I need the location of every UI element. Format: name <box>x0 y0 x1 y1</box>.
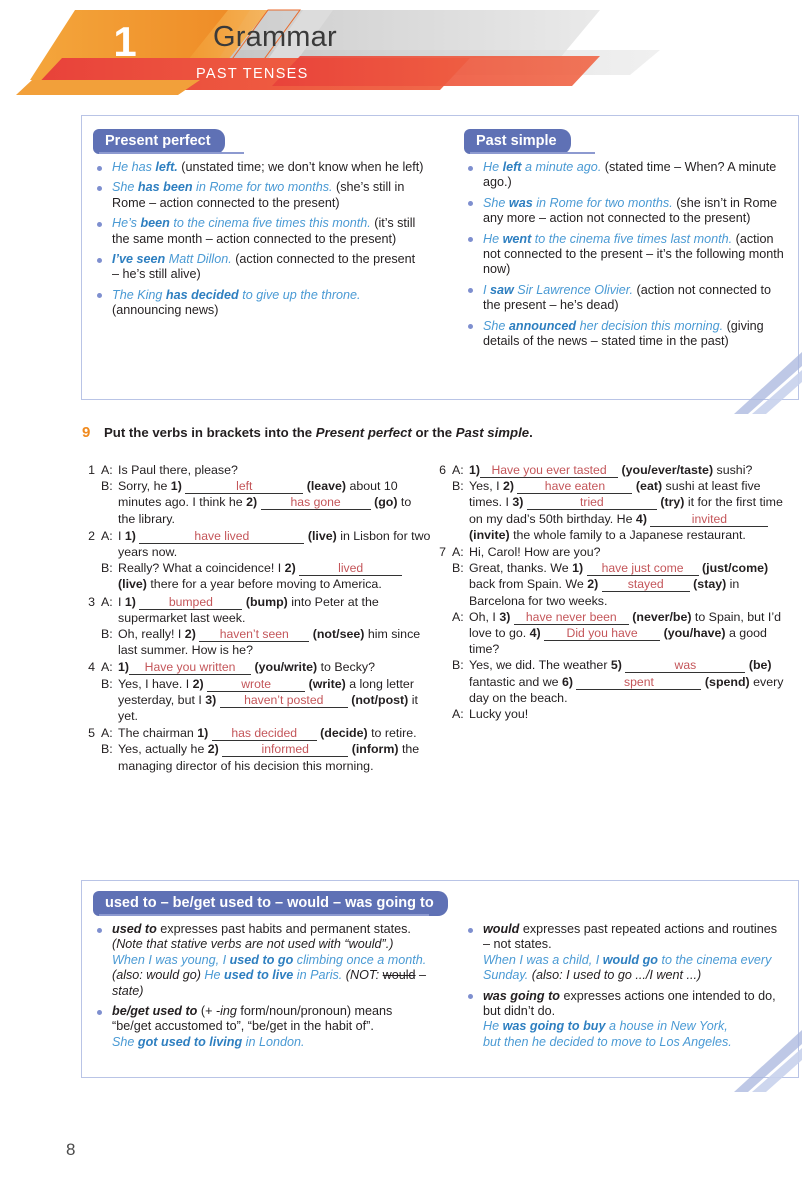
text-run: 1) <box>124 528 136 543</box>
speaker-label: A: <box>452 545 464 560</box>
exercise-item-number: 7 <box>439 545 446 560</box>
exercise-item-body <box>101 528 431 593</box>
text-run: him since last summer. How is he? <box>118 627 421 658</box>
text-run: 1) <box>197 726 209 741</box>
text-run: left <box>502 160 522 174</box>
text-run: left. <box>155 160 178 174</box>
dialogue-line <box>452 609 784 658</box>
text-run: Matt Dillon. <box>165 252 232 267</box>
text-run: or the <box>411 425 456 440</box>
dialogue-line <box>452 462 784 478</box>
text-run: The King <box>112 287 166 302</box>
text-run: He <box>204 968 225 983</box>
speaker-label: A: <box>101 726 113 741</box>
text-run: 6) <box>561 674 574 689</box>
text-run: (stated time – When? A minute ago.) <box>483 160 777 190</box>
exercise-item-body <box>101 462 431 527</box>
text-run: (also: would go) <box>112 968 205 983</box>
dialogue-line <box>101 676 431 725</box>
text-run: to Becky? <box>317 660 375 675</box>
text-run: He <box>483 231 503 246</box>
text-run: (not/post) <box>351 692 409 707</box>
text-run: 2) <box>502 479 515 494</box>
text-run: (you/have) <box>663 626 726 641</box>
bullet-item <box>95 180 425 211</box>
text-run: 2) <box>246 495 258 510</box>
text-run: (eat) <box>635 479 663 494</box>
tab-used-to: used to – be/get used to – would – was going to <box>93 891 448 916</box>
text-run: (write) <box>308 676 346 691</box>
exercise-item-body <box>452 462 784 543</box>
answer-blank[interactable]: Did you have <box>544 626 660 641</box>
exercise-item-body <box>101 594 431 659</box>
answer-blank[interactable]: Have you written <box>129 660 251 675</box>
text-run: Yes, actually he <box>118 742 208 757</box>
text-run: to the cinema five times this month. <box>169 216 371 231</box>
text-run: (bump) <box>245 594 288 609</box>
text-run: (just/come) <box>702 561 769 576</box>
text-run: The chairman <box>118 726 198 741</box>
text-run: has decided <box>165 287 239 302</box>
text-run: used to go <box>229 952 294 967</box>
text-run: (invite) <box>469 527 510 542</box>
text-run: to give up the throne. <box>238 287 361 302</box>
text-run: – state) <box>112 968 427 998</box>
answer-blank[interactable]: tried <box>527 495 657 510</box>
exercise-item <box>81 462 431 527</box>
exercise-instruction <box>104 425 533 440</box>
bullet-item <box>466 232 786 278</box>
text-run: it yet. <box>118 692 418 724</box>
text-run: When I was young, I <box>112 952 230 967</box>
text-run: 1) <box>572 561 584 576</box>
text-run: has been <box>137 180 193 195</box>
exercise-item-number: 4 <box>88 660 95 675</box>
text-run: (try) <box>660 495 685 510</box>
speaker-label: A: <box>101 594 113 609</box>
text-run: (live) <box>118 577 147 592</box>
text-run: (it’s still the same month – action connected to the present) <box>112 216 416 246</box>
text-run: 4) <box>635 511 647 526</box>
answer-blank[interactable]: have just come <box>587 561 699 576</box>
text-run: I <box>118 594 125 609</box>
exercise-right-column <box>432 462 784 723</box>
text-run: I <box>118 528 125 543</box>
text-run: 2) <box>192 676 204 691</box>
text-run: would go <box>602 952 658 967</box>
text-run: (decide) <box>320 726 368 741</box>
dialogue-line <box>452 478 784 543</box>
bullet-item <box>466 160 786 191</box>
text-run: would <box>382 968 416 983</box>
dialogue-line <box>101 528 431 560</box>
text-run: Really? What a coincidence! I <box>118 561 285 576</box>
banner-subtitle: PAST TENSES <box>196 66 309 82</box>
dialogue-line <box>452 706 784 722</box>
text-run: 1) <box>469 463 481 477</box>
speaker-label: A: <box>101 660 113 675</box>
text-run: (leave) <box>306 479 346 494</box>
text-run: 1) <box>124 594 136 609</box>
text-run: Oh, I <box>469 609 500 624</box>
text-run: expresses actions one intended to do, but didn’t do. <box>483 988 776 1019</box>
dialogue-line <box>101 626 431 658</box>
text-run: (giving details of the news – stated time in the past) <box>483 318 764 349</box>
exercise-number: 9 <box>82 424 91 441</box>
text-run: (stay) <box>693 577 727 592</box>
dialogue-line <box>101 478 431 527</box>
bullet-item <box>466 319 786 350</box>
answer-blank[interactable]: left <box>185 479 303 494</box>
text-run: Sorry, he <box>118 479 171 494</box>
speaker-label: A: <box>101 463 113 477</box>
text-run: She <box>112 180 138 195</box>
text-run: was going to <box>483 988 560 1003</box>
text-run: would <box>483 922 520 936</box>
text-run: to retire. <box>367 726 417 741</box>
text-run: He has <box>112 160 156 174</box>
answer-blank[interactable]: wrote <box>207 677 305 692</box>
text-run: Past simple <box>455 425 530 440</box>
text-run: I <box>483 282 490 297</box>
speaker-label: B: <box>452 479 464 494</box>
exercise-item <box>432 544 784 722</box>
text-run: into Peter at the supermarket last week. <box>118 594 379 625</box>
text-run: to the cinema five times last month. <box>531 231 733 246</box>
text-run: used to live <box>224 968 294 983</box>
text-run: (inform) <box>351 742 399 757</box>
text-run: in Rome for two months. <box>192 180 333 195</box>
speaker-label: A: <box>452 609 464 624</box>
speaker-label: B: <box>101 479 113 494</box>
text-run: (Note that stative verbs are not used with “would”.) <box>112 937 394 952</box>
answer-blank[interactable]: bumped <box>139 595 242 610</box>
text-run: Sir Lawrence Olivier. <box>513 282 634 297</box>
text-run: (NOT: <box>342 968 383 983</box>
text-run: was <box>508 195 533 210</box>
usedto-left-list <box>95 922 435 1055</box>
text-run: (you/write) <box>254 660 318 675</box>
text-run: in Lisbon for two years now. <box>118 528 431 560</box>
text-run: it for the first time on my dad’s 50th birthday. He <box>469 495 783 526</box>
text-run: a good time? <box>469 626 767 657</box>
dialogue-line <box>101 725 431 741</box>
text-run: used to <box>112 922 157 936</box>
exercise-item-number: 5 <box>88 726 95 741</box>
text-run: He <box>483 1019 503 1034</box>
text-run: about 10 minutes ago. I think he <box>118 479 398 510</box>
answer-blank[interactable]: was <box>625 658 745 673</box>
text-run: 2) <box>284 561 296 576</box>
text-run: She <box>483 318 509 333</box>
text-run: saw <box>490 282 514 297</box>
text-run: expresses past repeated actions and routines – not states. <box>483 922 778 952</box>
bullet-item <box>466 922 786 984</box>
answer-blank[interactable]: Have you ever tasted <box>480 463 618 478</box>
answer-blank[interactable]: haven’t seen <box>199 627 309 642</box>
text-run: When I was a child, I <box>483 952 603 967</box>
speaker-label: B: <box>101 627 113 642</box>
text-run: back from Spain. We <box>469 577 588 592</box>
past-simple-list <box>466 160 786 354</box>
exercise-item-body <box>101 725 431 774</box>
text-run: (spend) <box>704 674 750 689</box>
text-run: there for a year before moving to America. <box>146 577 382 592</box>
dialogue-line <box>101 560 431 592</box>
text-run: sushi? <box>713 463 753 477</box>
dialogue-line <box>101 462 431 478</box>
dialogue-line <box>101 594 431 626</box>
text-run: 1) <box>118 660 130 675</box>
exercise-item <box>81 725 431 774</box>
text-run: Yes, I have. I <box>118 676 193 691</box>
exercise-item-number: 6 <box>439 463 446 477</box>
answer-blank[interactable]: stayed <box>602 577 690 592</box>
text-run: Present perfect <box>315 425 412 440</box>
text-run: announced <box>508 318 577 333</box>
text-run: (unstated time; we don’t know when he left) <box>177 160 424 174</box>
text-run: a house in New York, <box>605 1019 728 1034</box>
text-run: . <box>529 425 533 440</box>
text-run: Oh, really! I <box>118 627 185 642</box>
text-run: I’ve seen <box>112 252 166 267</box>
unit-number: 1 <box>113 18 137 65</box>
dialogue-line <box>452 560 784 609</box>
speaker-label: A: <box>101 528 113 543</box>
text-run: in Rome for two months. <box>532 195 673 210</box>
answer-blank[interactable]: invited <box>650 512 768 527</box>
text-run: expresses past habits and permanent states. <box>156 922 411 936</box>
usedto-right-list <box>466 922 786 1055</box>
text-run: (not/see) <box>312 627 365 642</box>
text-run: in Paris. <box>293 968 343 983</box>
bullet-item <box>466 989 786 1051</box>
text-run: Great, thanks. We <box>469 561 573 576</box>
exercise-item <box>432 462 784 543</box>
text-run: (be) <box>748 658 772 673</box>
text-run: a long letter yesterday, but I <box>118 676 414 707</box>
bullet-item <box>466 283 786 314</box>
speaker-label: B: <box>101 561 113 576</box>
speaker-label: B: <box>101 742 113 757</box>
exercise-item <box>81 528 431 593</box>
text-run: in London. <box>242 1034 305 1049</box>
text-run: (action not connected to the present – it’s the following month now) <box>483 231 784 277</box>
text-run: (also: I used to go .../I went ...) <box>528 968 702 983</box>
speaker-label: B: <box>452 561 464 576</box>
text-run: was going to buy <box>502 1019 606 1034</box>
bullet-item <box>95 160 425 175</box>
speaker-label: A: <box>452 707 464 722</box>
text-run: fantastic and we <box>469 674 562 689</box>
dialogue-line <box>452 544 784 560</box>
answer-blank[interactable]: have eaten <box>517 479 632 494</box>
text-run: Yes, we did. The weather <box>469 658 611 673</box>
text-run: -ing <box>215 1004 237 1019</box>
text-run: She <box>112 1034 138 1049</box>
text-run: been <box>140 216 170 231</box>
text-run: (action not connected to the present – he’s dead) <box>483 282 771 313</box>
speaker-label: A: <box>452 463 464 477</box>
text-run: got used to living <box>137 1034 243 1049</box>
text-run: (action connected to the present – he’s still alive) <box>112 252 416 282</box>
tab-present-perfect: Present perfect <box>93 129 225 154</box>
tab-used-to-underline <box>99 914 429 916</box>
text-run: sushi at least five times. I <box>469 479 761 510</box>
text-run: her decision this morning. <box>576 318 724 333</box>
bullet-item <box>95 216 425 247</box>
text-run: went <box>502 231 532 246</box>
dialogue-line <box>452 657 784 706</box>
dialogue-line <box>101 741 431 773</box>
text-run: 3) <box>205 692 217 707</box>
bullet-item <box>95 1004 435 1050</box>
text-run: (she isn’t in Rome any more – action not connected to the present) <box>483 195 778 226</box>
answer-blank[interactable]: has decided <box>212 726 317 741</box>
text-run: (go) <box>374 495 398 510</box>
text-run: form/noun/pronoun) means “be/get accustomed to”, “be/get in the habit of”. <box>112 1004 393 1034</box>
exercise-item-body <box>101 659 431 724</box>
tab-present-perfect-underline <box>99 152 244 154</box>
text-run: He <box>483 160 503 174</box>
text-run: (never/be) <box>632 609 692 624</box>
text-run: climbing once a month. <box>293 952 427 967</box>
page-number: 8 <box>66 1140 76 1159</box>
text-run: the whole family to a Japanese restaurant. <box>509 527 746 542</box>
exercise-item-number: 2 <box>88 528 95 543</box>
tab-past-simple-underline <box>470 152 595 154</box>
text-run: Lucky you! <box>469 707 529 722</box>
text-run: 1) <box>170 479 182 494</box>
text-run: 3) <box>499 609 511 624</box>
text-run: 2) <box>587 577 599 592</box>
text-run: be/get used to <box>112 1004 198 1019</box>
text-run: every day on the beach. <box>469 674 784 705</box>
text-run: He’s <box>112 216 141 231</box>
dialogue-line <box>101 659 431 675</box>
text-run: (live) <box>307 528 337 543</box>
speaker-label: B: <box>101 676 113 691</box>
text-run: Yes, I <box>469 479 503 494</box>
tab-past-simple: Past simple <box>464 129 571 154</box>
text-run: Put the verbs in brackets into the <box>104 425 316 440</box>
text-run: 3) <box>512 495 524 510</box>
text-run: in Barcelona for two weeks. <box>469 577 740 608</box>
answer-blank[interactable]: spent <box>576 675 701 690</box>
present-perfect-list <box>95 160 425 324</box>
answer-blank[interactable]: lived <box>299 561 402 576</box>
text-run: but then he decided to move to Los Angeles. <box>483 1034 732 1049</box>
exercise-left-column <box>81 462 431 775</box>
text-run: Hi, Carol! How are you? <box>469 545 601 560</box>
text-run: 4) <box>529 626 541 641</box>
exercise-item <box>81 659 431 724</box>
exercise-item-number: 3 <box>88 594 95 609</box>
text-run: to the cinema every Sunday. <box>483 952 772 983</box>
text-run: (announcing news) <box>112 303 219 318</box>
answer-blank[interactable]: informed <box>222 742 348 757</box>
banner-title: Grammar <box>213 21 337 53</box>
text-run: to Spain, but I’d love to go. <box>469 609 782 641</box>
bullet-item <box>95 252 425 283</box>
answer-blank[interactable]: has gone <box>261 495 371 510</box>
exercise-item-body <box>452 544 784 722</box>
text-run: Is Paul there, please? <box>118 463 238 477</box>
page-header-banner <box>0 0 807 105</box>
text-run: the managing director of his decision this morning. <box>118 742 420 773</box>
text-run: (she’s still in Rome – action connected to the present) <box>112 180 405 210</box>
speaker-label: B: <box>452 658 464 673</box>
answer-blank[interactable]: have never been <box>514 610 629 625</box>
exercise-item <box>81 594 431 659</box>
bullet-item <box>95 288 425 319</box>
bullet-item <box>95 922 435 999</box>
text-run: to the library. <box>118 495 412 526</box>
text-run: (+ <box>197 1004 216 1019</box>
exercise-item-number: 1 <box>88 463 95 477</box>
text-run: (you/ever/taste) <box>621 463 714 477</box>
text-run: a minute ago. <box>521 160 602 174</box>
text-run: She <box>483 195 509 210</box>
text-run: 2) <box>184 627 196 642</box>
answer-blank[interactable]: have lived <box>139 529 304 544</box>
text-run: 5) <box>610 658 622 673</box>
text-run: 2) <box>207 742 219 757</box>
bullet-item <box>466 196 786 227</box>
answer-blank[interactable]: haven’t posted <box>220 693 348 708</box>
